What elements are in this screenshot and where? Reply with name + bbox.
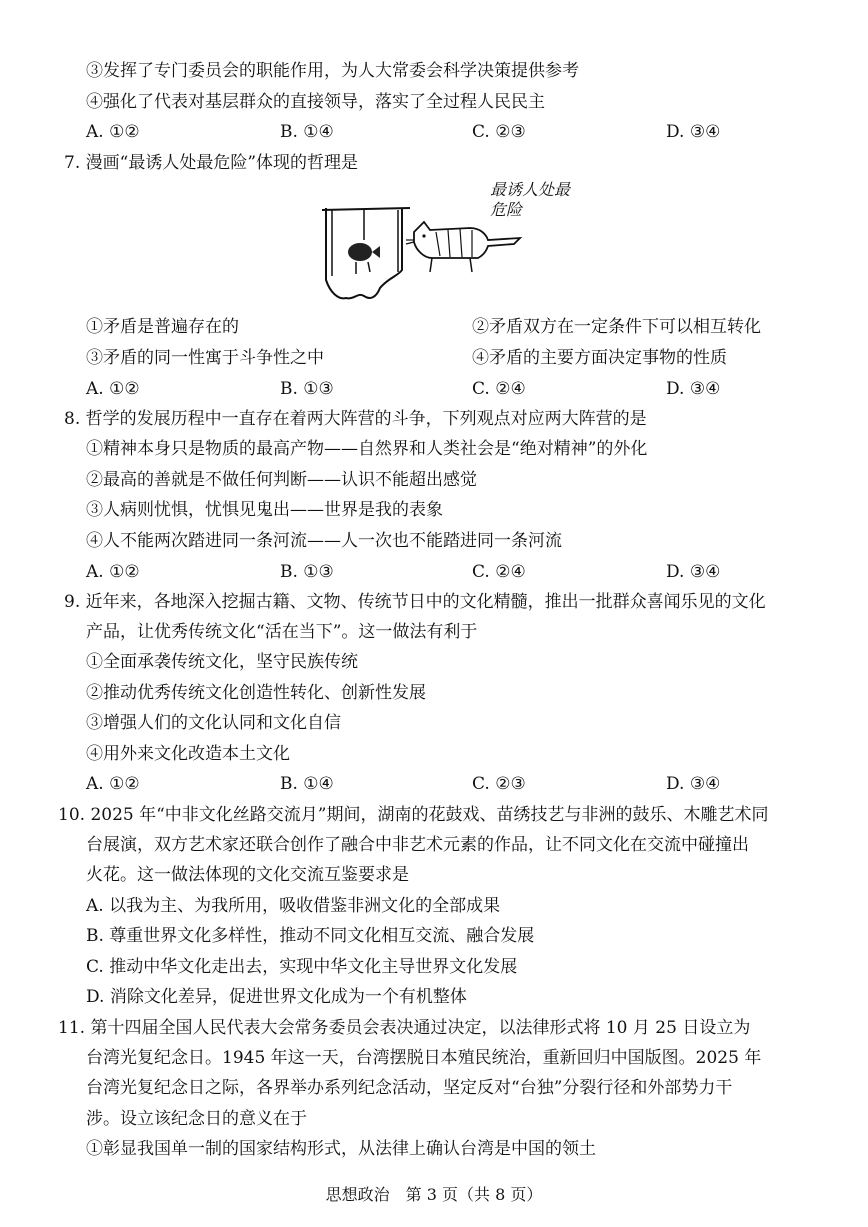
q11-stem-line-4: 涉。设立该纪念日的意义在于 [86,1109,307,1129]
q6-option-c: C. ②③ [472,122,526,142]
q8-statement-2: ②最高的善就是不做任何判断——认识不能超出感觉 [86,470,477,490]
q10-option-a: A. 以我为主、为我所用，吸收借鉴非洲文化的全部成果 [86,896,501,916]
q9-stem-line-1: 9. 近年来，各地深入挖掘古籍、文物、传统节日中的文化精髓，推出一批群众喜闻乐见的文化 [64,592,766,612]
q9-option-c: C. ②③ [472,774,526,794]
q11-stem-line-2: 台湾光复纪念日。1945 年这一天，台湾摆脱日本殖民统治，重新回归中国版图。2025 年 [86,1048,762,1068]
q8-stem: 8. 哲学的发展历程中一直存在着两大阵营的斗争，下列观点对应两大阵营的是 [64,409,647,429]
q10-option-d: D. 消除文化差异，促进世界文化成为一个有机整体 [86,987,467,1007]
q10-stem-line-2: 台展演，双方艺术家还联合创作了融合中非艺术元素的作品，让不同文化在交流中碰撞出 [86,835,749,855]
q6-statement-4: ④强化了代表对基层群众的直接领导，落实了全过程人民民主 [86,92,545,112]
q11-stem-line-1: 11. 第十四届全国人民代表大会常务委员会表决通过决定，以法律形式将 10 月 25 日设立为 [58,1018,751,1038]
q6-option-b: B. ①④ [280,122,334,142]
q10-stem-line-1: 10. 2025 年“中非文化丝路交流月”期间，湖南的花鼓戏、苗绣技艺与非洲的鼓乐、木雕艺术同 [58,805,769,825]
q9-option-d: D. ③④ [666,774,721,794]
q7-option-a: A. ①② [86,379,140,399]
cartoon-caption: 最诱人处最危险 [490,180,571,219]
q8-option-b: B. ①③ [280,562,334,582]
q9-statement-3: ③增强人们的文化认同和文化自信 [86,713,341,733]
q7-statement-3: ③矛盾的同一性寓于斗争性之中 [86,348,324,368]
q8-statement-3: ③人病则忧惧，忧惧见鬼出——世界是我的表象 [86,500,443,520]
q11-statement-1: ①彰显我国单一制的国家结构形式，从法律上确认台湾是中国的领土 [86,1139,596,1159]
q9-option-a: A. ①② [86,774,140,794]
q7-statement-2: ②矛盾双方在一定条件下可以相互转化 [472,317,761,337]
q6-option-d: D. ③④ [666,122,721,142]
q9-statement-4: ④用外来文化改造本土文化 [86,744,290,764]
q10-stem-line-3: 火花。这一做法体现的文化交流互鉴要求是 [86,865,409,885]
q7-cartoon [320,180,580,310]
q10-option-c: C. 推动中华文化走出去，实现中华文化主导世界文化发展 [86,957,518,977]
page-footer: 思想政治 第 3 页（共 8 页） [325,1185,543,1204]
q8-statement-4: ④人不能两次踏进同一条河流——人一次也不能踏进同一条河流 [86,531,562,551]
q9-stem-line-2: 产品，让优秀传统文化“活在当下”。这一做法有利于 [86,622,478,642]
q9-statement-2: ②推动优秀传统文化创造性转化、创新性发展 [86,683,426,703]
q7-option-c: C. ②④ [472,379,526,399]
q6-option-a: A. ①② [86,122,140,142]
q8-option-a: A. ①② [86,562,140,582]
q7-stem: 7. 漫画“最诱人处最危险”体现的哲理是 [64,153,359,173]
q10-option-b: B. 尊重世界文化多样性，推动不同文化相互交流、融合发展 [86,926,535,946]
q7-statement-4: ④矛盾的主要方面决定事物的性质 [472,348,727,368]
q7-statement-1: ①矛盾是普遍存在的 [86,317,239,337]
q9-option-b: B. ①④ [280,774,334,794]
q11-stem-line-3: 台湾光复纪念日之际，各界举办系列纪念活动，坚定反对“台独”分裂行径和外部势力干 [86,1078,733,1098]
q9-statement-1: ①全面承袭传统文化，坚守民族传统 [86,652,358,672]
q6-statement-3: ③发挥了专门委员会的职能作用，为人大常委会科学决策提供参考 [86,61,579,81]
q8-statement-1: ①精神本身只是物质的最高产物——自然界和人类社会是“绝对精神”的外化 [86,439,648,459]
q8-option-c: C. ②④ [472,562,526,582]
q7-option-d: D. ③④ [666,379,721,399]
q8-option-d: D. ③④ [666,562,721,582]
q7-option-b: B. ①③ [280,379,334,399]
